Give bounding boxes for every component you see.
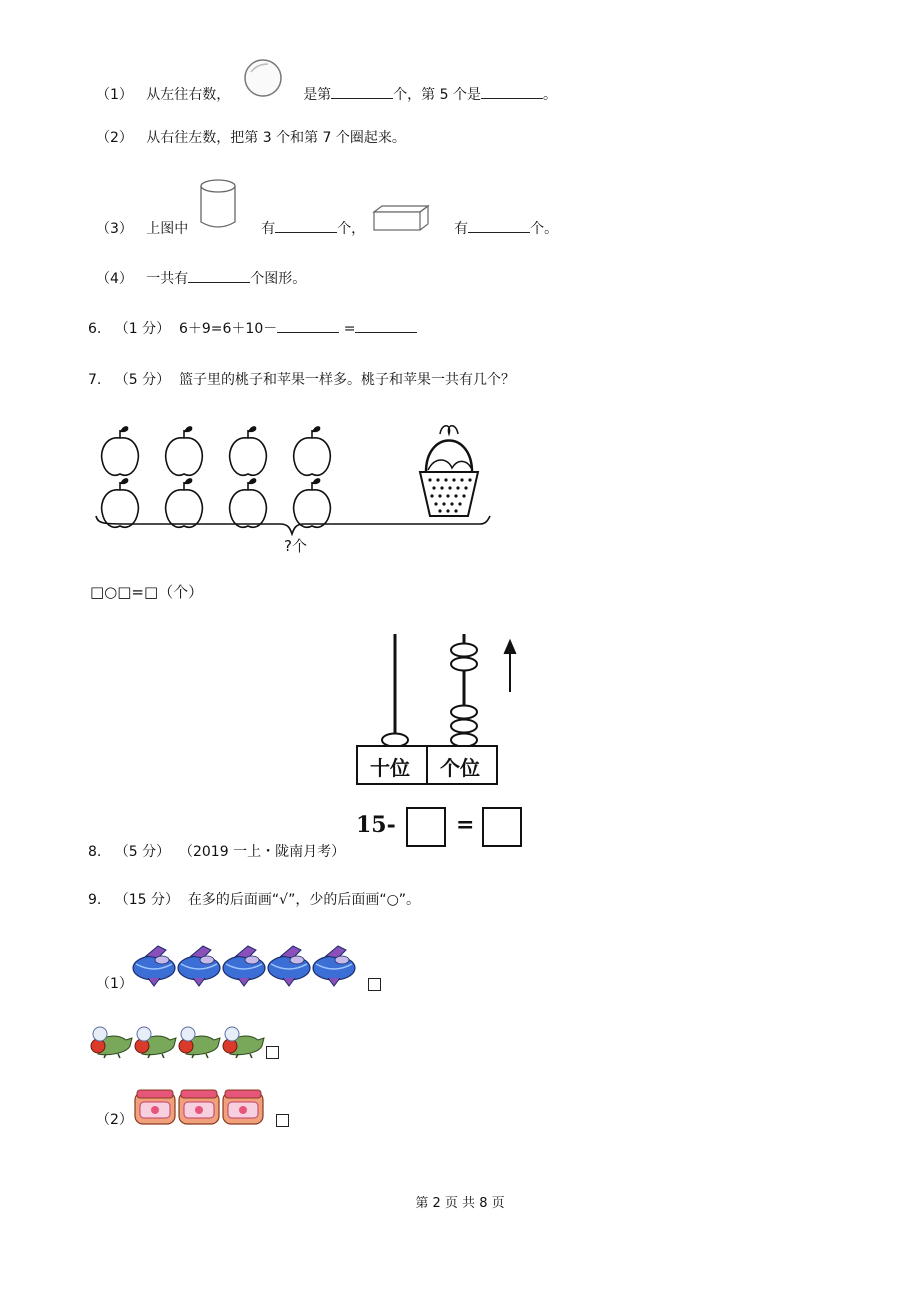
equation-left: 15- xyxy=(356,812,396,838)
answer-blank[interactable] xyxy=(468,218,530,233)
answer-blank[interactable] xyxy=(277,318,339,333)
q5-part1: （1） 从左往右数， 是第 个，第 5 个是 。 xyxy=(96,84,557,105)
q5-part2: （2） 从右往左数，把第 3 个和第 7 个圈起来。 xyxy=(96,130,406,146)
q7-formula: □○□=□（个） xyxy=(90,583,204,601)
answer-blank[interactable] xyxy=(355,318,417,333)
answer-blank[interactable] xyxy=(331,84,393,99)
q9-part2-label: （2） xyxy=(96,1112,133,1128)
q5-part3: （3） 上图中 有 个， 有 个。 xyxy=(96,218,558,239)
q9-part1-label: （1） xyxy=(96,976,133,992)
basket-icon xyxy=(420,426,478,516)
page-footer: 第 2 页 共 8 页 xyxy=(415,1196,505,1211)
answer-blank[interactable] xyxy=(481,84,543,99)
question-9: 9. （15 分） 在多的后面画“√”，少的后面画“○”。 xyxy=(88,892,421,908)
question-8: 8. （5 分） （2019 一上・陇南月考） xyxy=(88,844,346,860)
brace-label: ?个 xyxy=(284,537,307,555)
answer-blank[interactable] xyxy=(275,218,337,233)
question-7: 7. （5 分） 篮子里的桃子和苹果一样多。桃子和苹果一共有几个？ xyxy=(88,372,515,388)
dinosaurs-row xyxy=(86,1024,272,1060)
answer-box[interactable] xyxy=(276,1114,289,1127)
jars-row xyxy=(134,1088,268,1128)
airplanes-row xyxy=(132,944,364,990)
cylinder-icon xyxy=(198,178,238,230)
answer-blank[interactable] xyxy=(188,268,250,283)
sphere-icon xyxy=(242,58,284,98)
question-6: 6. （1 分） 6＋9=6＋10－ = xyxy=(88,318,417,339)
q5-part4: （4） 一共有 个图形。 xyxy=(96,268,306,289)
cuboid-icon xyxy=(372,204,432,232)
answer-box[interactable] xyxy=(266,1046,279,1059)
abacus-tens-label: 十位 xyxy=(370,756,410,780)
answer-box[interactable] xyxy=(368,978,381,991)
abacus-ones-label: 个位 xyxy=(440,756,480,780)
equation-equals: = xyxy=(456,812,475,838)
